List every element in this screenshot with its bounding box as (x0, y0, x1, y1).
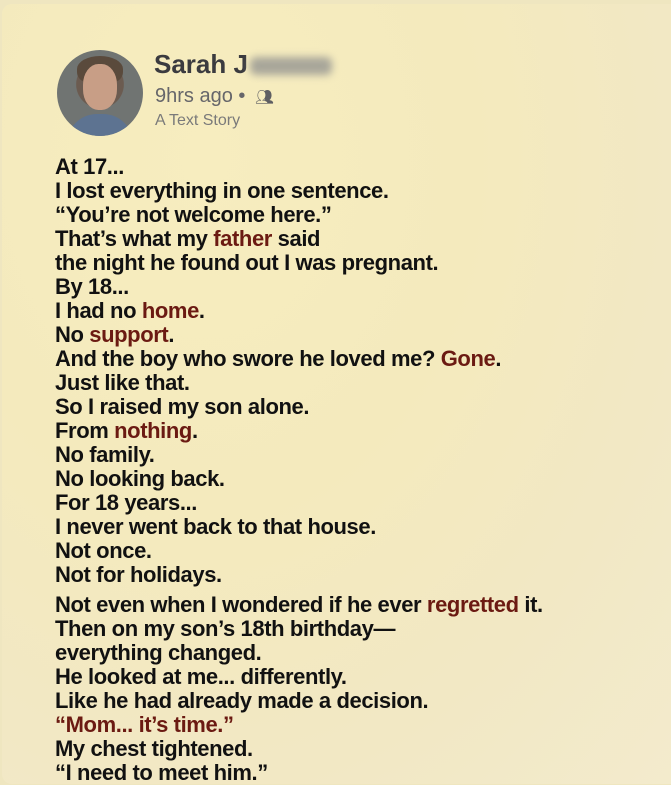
story-text-segment: Not even when I wondered if he ever (55, 592, 427, 617)
story-line (55, 419, 543, 443)
story-line (55, 539, 543, 563)
story-line (55, 665, 543, 689)
story-text-segment: “You’re not welcome here.” (55, 202, 332, 227)
blurred-surname (250, 57, 332, 75)
story-text-segment: My chest tightened. (55, 736, 253, 761)
highlighted-word: home (141, 298, 199, 323)
story-text-segment: “I need to meet him.” (55, 760, 268, 785)
story-text-segment: Not for holidays. (55, 562, 222, 587)
highlighted-word: support (89, 322, 169, 347)
story-line (55, 179, 543, 203)
story-line (55, 275, 543, 299)
story-text-segment: it. (518, 592, 543, 617)
story-text-segment: No family. (55, 442, 155, 467)
highlighted-word: Gone (440, 346, 496, 371)
story-text-segment: Just like that. (55, 370, 190, 395)
story-text-segment: said (271, 226, 321, 251)
story-text-segment: For 18 years... (55, 490, 197, 515)
story-line (55, 761, 543, 785)
story-line (55, 299, 543, 323)
story-text-segment: From (55, 418, 115, 443)
post-meta (155, 85, 274, 108)
story-text-segment: the night he found out I was pregnant. (55, 250, 439, 275)
story-text-segment: No (55, 322, 90, 347)
highlighted-word: regretted (426, 592, 519, 617)
highlighted-word: “Mom... it’s time.” (55, 712, 234, 737)
group-icon[interactable]: 👥︎ (254, 89, 275, 106)
story-text-segment: I lost everything in one sentence. (55, 178, 389, 203)
story-text-segment: By 18... (55, 274, 129, 299)
story-line (55, 395, 543, 419)
story-line (55, 323, 543, 347)
story-line (55, 641, 543, 665)
story-text-segment: Like he had already made a decision. (55, 688, 429, 713)
avatar-face (83, 64, 117, 110)
highlighted-word: father (213, 226, 272, 251)
story-line (55, 713, 543, 737)
story-text-segment: So I raised my son alone. (55, 394, 310, 419)
story-text-segment: No looking back. (55, 466, 225, 491)
story-line (55, 593, 543, 617)
author-name-text: Sarah J (154, 49, 248, 79)
story-text-segment: . (191, 418, 198, 443)
story-line (55, 347, 543, 371)
story-text-segment: everything changed. (55, 640, 262, 665)
story-line (55, 443, 543, 467)
story-line (55, 251, 543, 275)
author-name[interactable] (154, 49, 332, 80)
separator: • (238, 85, 246, 107)
story-text-segment: Then on my son’s 18th birthday— (55, 616, 396, 641)
avatar[interactable] (57, 50, 143, 136)
story-line (55, 617, 543, 641)
story-line (55, 227, 543, 251)
story-text-segment: That’s what my (55, 226, 214, 251)
avatar-shirt (67, 114, 133, 136)
story-text-segment: Not once. (55, 538, 152, 563)
post-time[interactable]: 9hrs ago (155, 85, 233, 107)
story-line (55, 563, 543, 587)
story-line (55, 203, 543, 227)
story-text-segment: And the boy who swore he loved me? (55, 346, 441, 371)
story-line (55, 371, 543, 395)
story-line (55, 155, 543, 179)
story-text (55, 155, 543, 785)
highlighted-word: nothing (114, 418, 192, 443)
post-subtitle: A Text Story (155, 112, 241, 129)
story-line (55, 737, 543, 761)
story-text-segment: . (168, 322, 175, 347)
story-text-segment: I never went back to that house. (55, 514, 376, 539)
story-line (55, 467, 543, 491)
story-line (55, 515, 543, 539)
story-text-segment: At 17... (55, 154, 124, 179)
story-text-segment: I had no (55, 298, 142, 323)
story-text-segment: . (198, 298, 205, 323)
story-text-segment: He looked at me... differently. (55, 664, 347, 689)
story-line (55, 689, 543, 713)
story-line (55, 491, 543, 515)
story-text-segment: . (495, 346, 502, 371)
